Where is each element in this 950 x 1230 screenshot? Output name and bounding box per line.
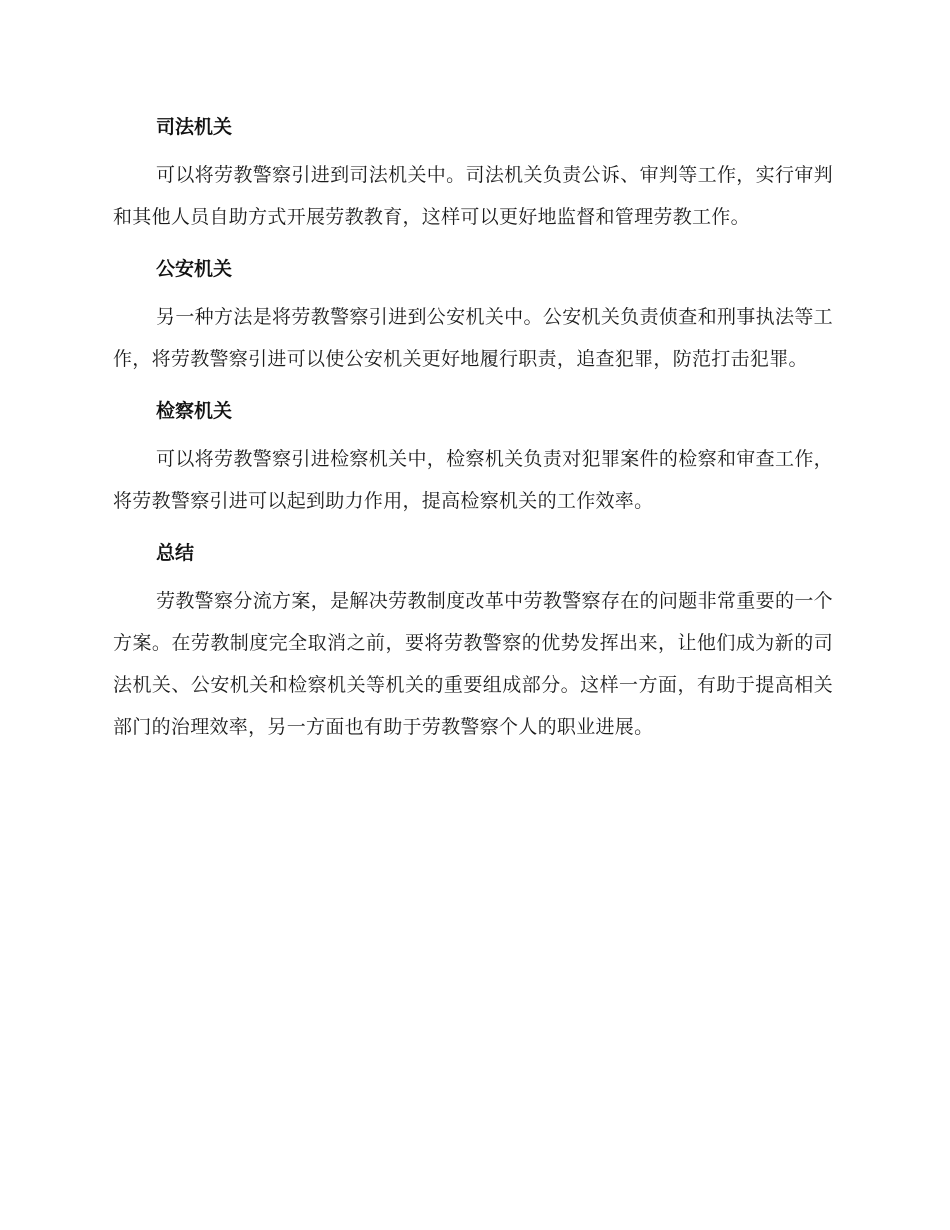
section-heading-summary: 总结 [156,542,195,564]
section-heading-judicial: 司法机关 [156,116,233,138]
section-body-judicial: 可以将劳教警察引进到司法机关中。司法机关负责公诉、审判等工作，实行审判和其他人员自助方式开展劳教教育，这样可以更好地监督和管理劳教工作。 [113,164,833,228]
section-heading-procuratorate: 检察机关 [156,400,233,422]
document-content [113,108,833,760]
section-body-summary: 劳教警察分流方案，是解决劳教制度改革中劳教警察存在的问题非常重要的一个方案。在劳教制度完全取消之前，要将劳教警察的优势发挥出来，让他们成为新的司法机关、公安机关和检察机关等机关的重要组成部分。这样一方面，有助于提高相关部门的治理效率，另一方面也有助于劳教警察个人的职业进展。 [113,590,833,738]
section-body-procuratorate: 可以将劳教警察引进检察机关中，检察机关负责对犯罪案件的检察和审查工作，将劳教警察引进可以起到助力作用，提高检察机关的工作效率。 [113,448,833,512]
section-body-public-security: 另一种方法是将劳教警察引进到公安机关中。公安机关负责侦查和刑事执法等工作，将劳教警察引进可以使公安机关更好地履行职责，追查犯罪，防范打击犯罪。 [113,306,833,370]
section-heading-public-security: 公安机关 [156,258,233,280]
